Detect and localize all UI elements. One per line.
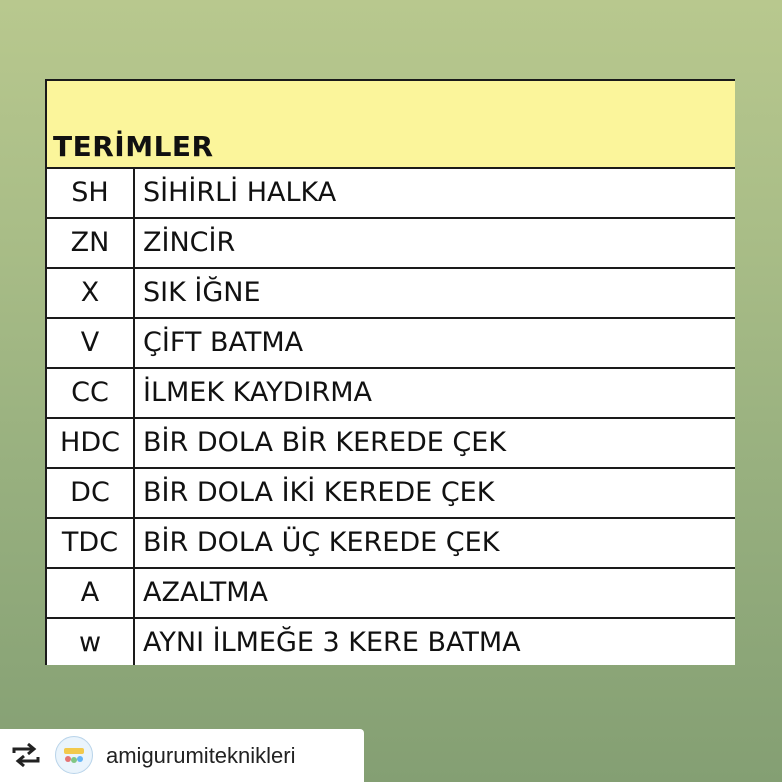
term-description: AZALTMA [143,577,269,608]
term-code: HDC [47,419,135,467]
term-description: ÇİFT BATMA [143,327,304,358]
term-code: X [47,269,135,317]
term-code: TDC [47,519,135,567]
term-code: A [47,569,135,617]
term-code: ZN [47,219,135,267]
avatar-image [56,737,92,773]
repost-attribution-bar [0,729,364,782]
username-link[interactable]: amigurumiteknikleri [106,743,296,768]
table-row [47,269,735,319]
table-row [47,219,735,269]
table-row [47,319,735,369]
table-row [47,619,735,665]
table-rows [47,169,735,665]
term-code: V [47,319,135,367]
term-description: BİR DOLA ÜÇ KEREDE ÇEK [143,527,500,558]
avatar[interactable] [55,736,93,774]
term-code: SH [47,169,135,217]
table-title: TERİMLER [53,130,214,163]
term-description: SİHİRLİ HALKA [143,177,337,208]
term-description: BİR DOLA İKİ KEREDE ÇEK [143,477,495,508]
table-row [47,419,735,469]
repost-icon[interactable] [10,741,42,769]
table-row [47,369,735,419]
term-description: ZİNCİR [143,227,236,258]
term-code: w [47,619,135,665]
term-description: İLMEK KAYDIRMA [143,377,373,408]
term-code: DC [47,469,135,517]
term-code: CC [47,369,135,417]
terms-table [45,79,735,665]
table-header [47,81,735,169]
table-row [47,519,735,569]
table-row [47,169,735,219]
term-description: AYNI İLMEĞE 3 KERE BATMA [143,627,521,658]
term-description: BİR DOLA BİR KEREDE ÇEK [143,427,507,458]
table-row [47,469,735,519]
term-description: SIK İĞNE [143,277,261,308]
table-row [47,569,735,619]
